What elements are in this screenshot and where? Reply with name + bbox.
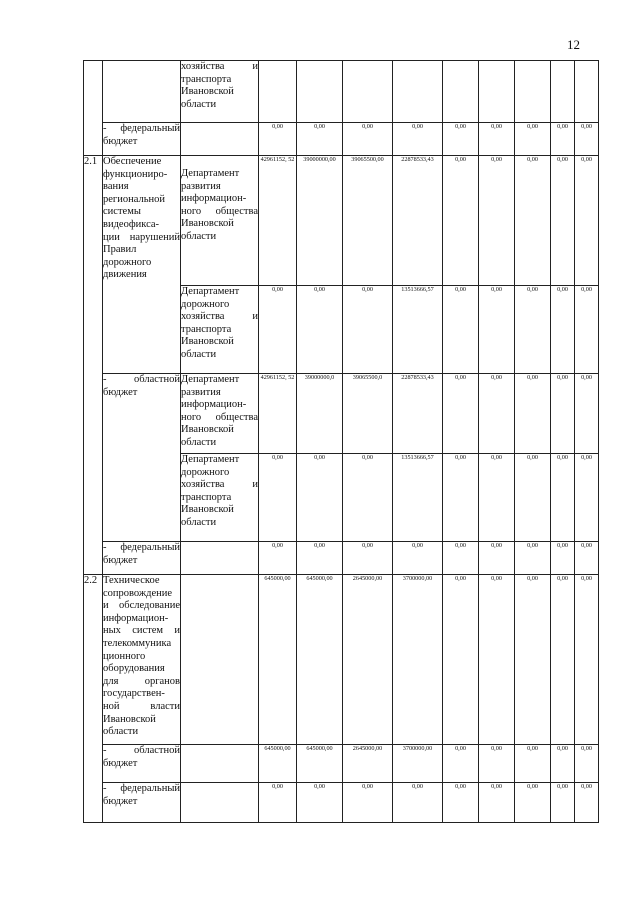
row-number-cell: 2.1 [84, 156, 103, 575]
amount-cell: 0,00 [259, 454, 297, 542]
amount-cell: 0,00 [479, 454, 515, 542]
amount-cell: 0,00 [515, 286, 551, 374]
amount-cell: 0,00 [575, 575, 599, 745]
row-number-cell: 2.2 [84, 575, 103, 823]
amount-cell: 0,00 [443, 374, 479, 454]
amount-cell: 0,00 [479, 783, 515, 823]
activity-name-line: движения [103, 269, 147, 281]
amount-cell: 0,00 [443, 454, 479, 542]
table-row [84, 374, 599, 454]
activity-name-line: системы [103, 206, 141, 218]
amount-cell: 0,00 [551, 575, 575, 745]
amount-cell: 39000000,0 [297, 374, 343, 454]
activity-name-line: - федеральный [103, 542, 180, 553]
amount-cell: 0,00 [575, 286, 599, 374]
amount-cell: 0,00 [443, 745, 479, 783]
activity-name-cell [103, 542, 181, 575]
amount-cell: 0,00 [443, 156, 479, 286]
budget-table [83, 60, 599, 823]
activity-name-line: ной власти [103, 700, 180, 712]
executor-line: хозяйства и [181, 61, 258, 72]
amount-cell: 0,00 [479, 745, 515, 783]
amount-cell: 0,00 [297, 542, 343, 575]
amount-cell: 0,00 [515, 783, 551, 823]
amount-cell: 39065500,00 [343, 156, 393, 286]
activity-name-line: вания [103, 181, 129, 193]
amount-cell: 0,00 [575, 542, 599, 575]
activity-name-line: - областной [103, 374, 180, 385]
amount-cell: 0,00 [443, 783, 479, 823]
activity-name-line: телекоммуника [103, 637, 172, 649]
table-row [84, 783, 599, 823]
amount-cell [297, 61, 343, 123]
amount-cell: 0,00 [443, 123, 479, 156]
amount-cell: 0,00 [515, 374, 551, 454]
executor-line: информацион- [181, 193, 247, 205]
activity-name-cell [103, 575, 181, 745]
amount-cell: 0,00 [479, 542, 515, 575]
amount-cell: 0,00 [575, 454, 599, 542]
executor-line: информацион- [181, 399, 247, 411]
executor-line: области [181, 230, 217, 242]
amount-cell: 0,00 [443, 542, 479, 575]
executor-line: развития [181, 180, 221, 192]
executor-line: хозяйства и [181, 311, 258, 323]
table-row [84, 61, 599, 123]
activity-name-cell [103, 61, 181, 123]
executor-cell [181, 783, 259, 823]
amount-cell: 42961152, 52 [259, 374, 297, 454]
amount-cell: 0,00 [551, 123, 575, 156]
activity-name-line: ционного [103, 650, 146, 662]
executor-line: Департамент [181, 454, 240, 465]
amount-cell: 0,00 [393, 783, 443, 823]
amount-cell [479, 61, 515, 123]
amount-cell: 0,00 [551, 374, 575, 454]
amount-cell: 13513666,57 [393, 286, 443, 374]
amount-cell [343, 61, 393, 123]
activity-name-line: - областной [103, 745, 180, 756]
amount-cell: 0,00 [343, 454, 393, 542]
activity-name-cell [103, 123, 181, 156]
executor-cell [181, 745, 259, 783]
amount-cell: 0,00 [479, 156, 515, 286]
amount-cell: 0,00 [551, 783, 575, 823]
amount-cell: 0,00 [515, 745, 551, 783]
executor-line: развития [181, 386, 221, 398]
executor-line: транспорта [181, 323, 232, 335]
executor-line: Департамент [181, 168, 240, 179]
table-row [84, 156, 599, 286]
executor-line: Ивановской [181, 86, 234, 98]
activity-name-line: информацион- [103, 612, 169, 624]
table-row [84, 745, 599, 783]
executor-line: транспорта [181, 73, 232, 85]
executor-line: Ивановской [181, 504, 234, 516]
executor-line: Департамент [181, 286, 240, 297]
table-row [84, 123, 599, 156]
amount-cell: 0,00 [515, 156, 551, 286]
amount-cell: 0,00 [575, 783, 599, 823]
amount-cell: 0,00 [297, 783, 343, 823]
amount-cell: 3700000,00 [393, 575, 443, 745]
activity-name-line: дорожного [103, 256, 152, 268]
amount-cell: 39000000,00 [297, 156, 343, 286]
amount-cell: 0,00 [297, 286, 343, 374]
amount-cell: 0,00 [515, 454, 551, 542]
activity-name-line: региональной [103, 193, 165, 205]
executor-cell [181, 454, 259, 542]
amount-cell: 0,00 [259, 542, 297, 575]
activity-name-line: бюджет [103, 135, 138, 147]
amount-cell: 0,00 [479, 374, 515, 454]
amount-cell: 0,00 [443, 575, 479, 745]
executor-line: области [181, 436, 217, 448]
amount-cell: 0,00 [343, 783, 393, 823]
executor-line: Ивановской [181, 424, 234, 436]
amount-cell: 0,00 [515, 123, 551, 156]
amount-cell: 22878533,43 [393, 374, 443, 454]
executor-line: области [181, 516, 217, 528]
activity-name-line: функциониро- [103, 168, 168, 180]
executor-line: области [181, 348, 217, 360]
amount-cell: 0,00 [551, 454, 575, 542]
amount-cell: 0,00 [259, 286, 297, 374]
executor-line: Ивановской [181, 218, 234, 230]
amount-cell: 2645000,00 [343, 745, 393, 783]
amount-cell: 0,00 [259, 783, 297, 823]
amount-cell [515, 61, 551, 123]
amount-cell: 0,00 [343, 286, 393, 374]
amount-cell [575, 61, 599, 123]
amount-cell: 13513666,57 [393, 454, 443, 542]
amount-cell: 42961152, 52 [259, 156, 297, 286]
executor-line: ного общества [181, 205, 258, 217]
amount-cell: 0,00 [297, 454, 343, 542]
amount-cell: 0,00 [479, 286, 515, 374]
executor-cell [181, 575, 259, 745]
table-row [84, 575, 599, 745]
activity-name-cell [103, 374, 181, 542]
amount-cell: 0,00 [575, 374, 599, 454]
amount-cell: 645000,00 [297, 745, 343, 783]
activity-name-line: Ивановской [103, 713, 156, 725]
activity-name-line: области [103, 726, 139, 738]
executor-line: дорожного [181, 466, 230, 478]
executor-line: хозяйства и [181, 479, 258, 491]
executor-line [181, 156, 258, 168]
activity-name-line: бюджет [103, 554, 138, 566]
row-number-cell [84, 61, 103, 156]
amount-cell: 0,00 [575, 156, 599, 286]
amount-cell: 645000,00 [297, 575, 343, 745]
executor-cell [181, 61, 259, 123]
activity-name-line: видеофикса- [103, 218, 160, 230]
amount-cell: 0,00 [393, 542, 443, 575]
amount-cell [551, 61, 575, 123]
amount-cell: 0,00 [515, 542, 551, 575]
activity-name-line: оборудования [103, 663, 165, 675]
amount-cell: 0,00 [443, 286, 479, 374]
activity-name-line: Техническое [103, 575, 160, 586]
amount-cell: 0,00 [479, 575, 515, 745]
activity-name-line: для органов [103, 675, 180, 687]
amount-cell: 0,00 [551, 286, 575, 374]
amount-cell: 0,00 [259, 123, 297, 156]
executor-line: транспорта [181, 491, 232, 503]
amount-cell: 645000,00 [259, 745, 297, 783]
executor-cell [181, 374, 259, 454]
amount-cell: 0,00 [343, 123, 393, 156]
activity-name-line: и обследование [103, 600, 180, 612]
executor-cell [181, 286, 259, 374]
amount-cell: 0,00 [551, 542, 575, 575]
amount-cell: 0,00 [551, 156, 575, 286]
activity-name-line: бюджет [103, 757, 138, 769]
executor-line: Департамент [181, 374, 240, 385]
activity-name-line: Обеспечение [103, 156, 162, 167]
amount-cell: 645000,00 [259, 575, 297, 745]
amount-cell: 0,00 [515, 575, 551, 745]
activity-name-line: ных систем и [103, 625, 180, 637]
executor-line: дорожного [181, 298, 230, 310]
amount-cell: 0,00 [551, 745, 575, 783]
amount-cell: 0,00 [575, 123, 599, 156]
executor-line: области [181, 98, 217, 110]
executor-line: ного общества [181, 411, 258, 423]
activity-name-line: бюджет [103, 386, 138, 398]
activity-name-line: бюджет [103, 795, 138, 807]
activity-name-line: - федеральный [103, 783, 180, 794]
amount-cell: 0,00 [575, 745, 599, 783]
amount-cell [393, 61, 443, 123]
activity-name-line: ции нарушений [103, 231, 180, 243]
amount-cell: 22878533,43 [393, 156, 443, 286]
amount-cell: 0,00 [297, 123, 343, 156]
amount-cell [259, 61, 297, 123]
amount-cell [443, 61, 479, 123]
amount-cell: 39065500,0 [343, 374, 393, 454]
activity-name-line: Правил [103, 244, 137, 256]
executor-cell [181, 156, 259, 286]
amount-cell: 0,00 [393, 123, 443, 156]
executor-cell [181, 123, 259, 156]
amount-cell: 0,00 [343, 542, 393, 575]
executor-cell [181, 542, 259, 575]
activity-name-line: государствен- [103, 688, 165, 700]
activity-name-cell [103, 783, 181, 823]
amount-cell: 3700000,00 [393, 745, 443, 783]
amount-cell: 0,00 [479, 123, 515, 156]
activity-name-cell [103, 745, 181, 783]
amount-cell: 2645000,00 [343, 575, 393, 745]
activity-name-line: сопровождение [103, 587, 173, 599]
table-row [84, 542, 599, 575]
activity-name-line: - федеральный [103, 123, 180, 134]
page-number: 12 [567, 37, 580, 52]
activity-name-cell [103, 156, 181, 374]
executor-line: Ивановской [181, 336, 234, 348]
